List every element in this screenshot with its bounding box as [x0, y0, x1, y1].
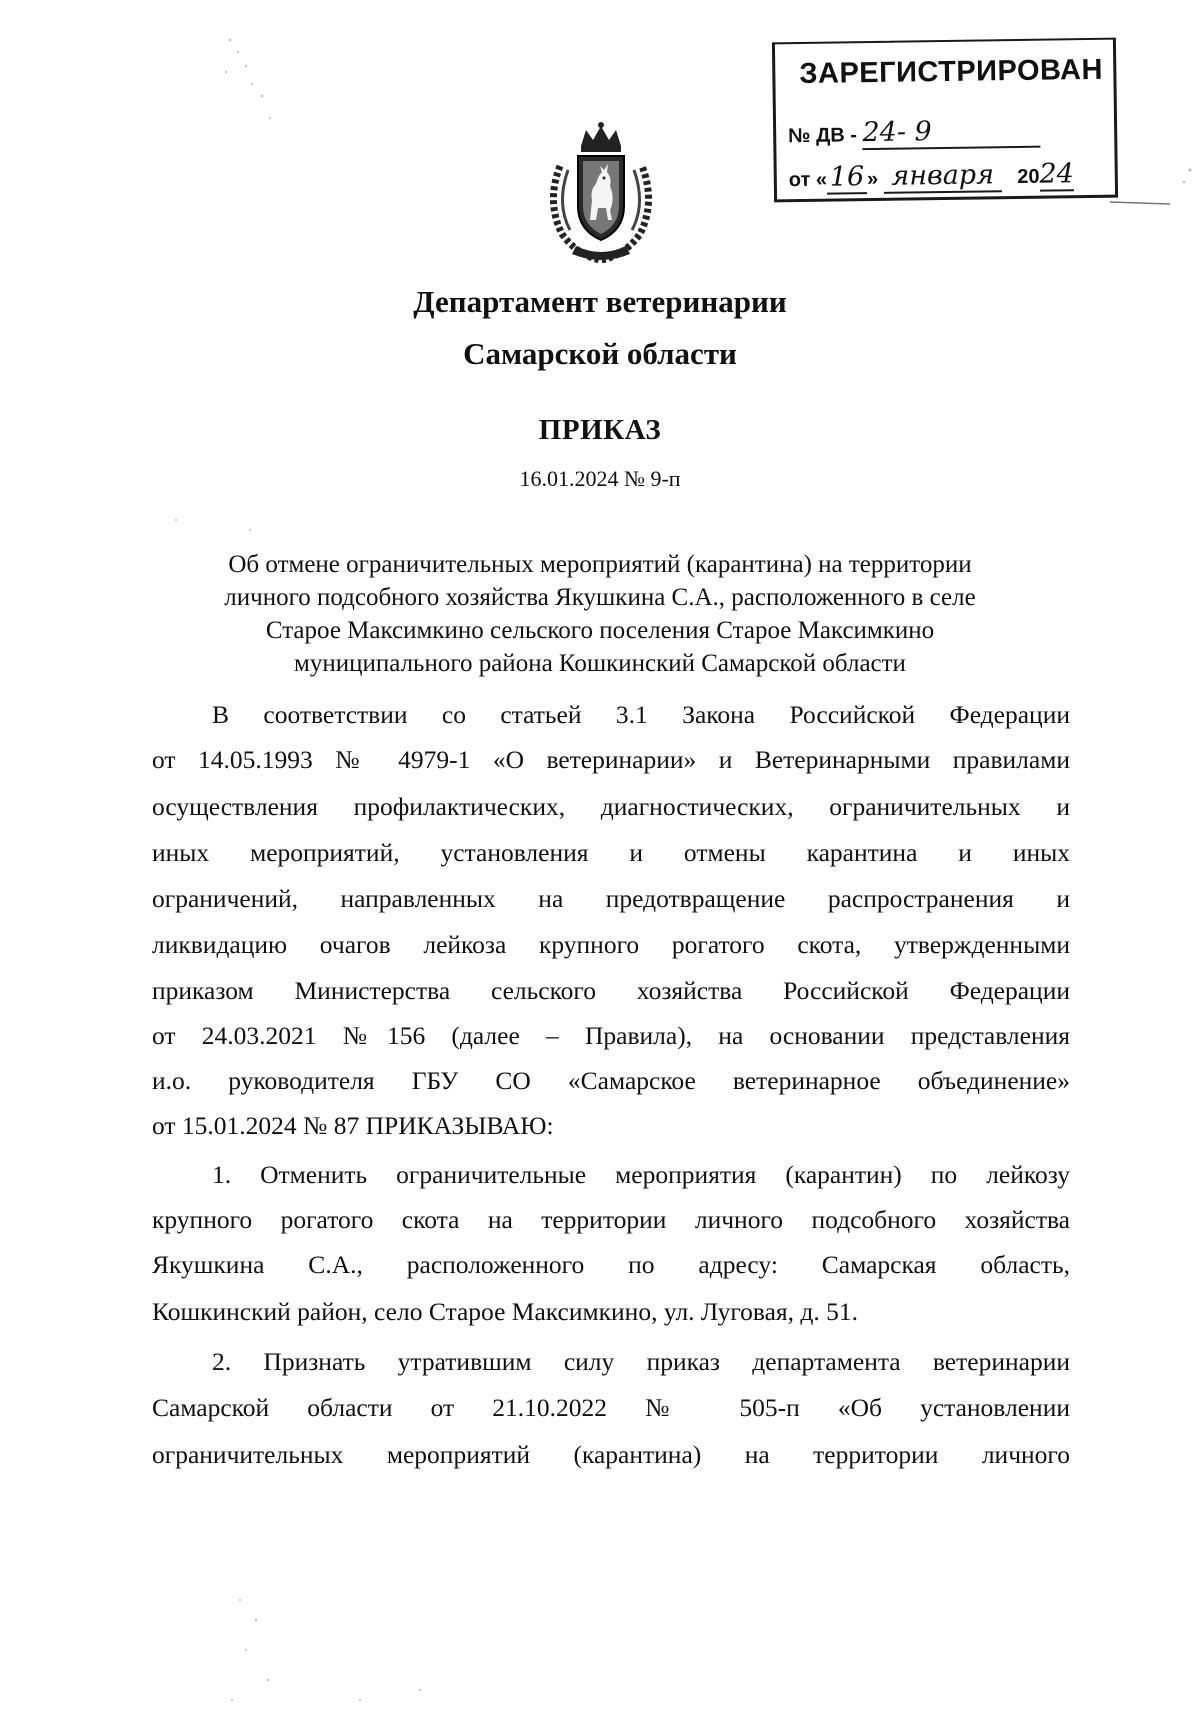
body-line: Якушкина С.А., расположенного по адресу: Самарская область,: [152, 1250, 1070, 1279]
stamp-date-line: [789, 158, 1074, 195]
subject-line: муниципального района Кошкинский Самарской области: [294, 650, 906, 677]
subject-line: Об отмене ограничительных мероприятий (карантина) на территории: [228, 551, 972, 578]
body-line: от 14.05.1993 № 4979-1 «О ветеринарии» и Ветеринарными правилами: [152, 745, 1070, 774]
stamp-date-day: 16: [827, 161, 867, 195]
stamp-title: ЗАРЕГИСТРИРОВАН: [799, 53, 1104, 91]
samara-coat-of-arms-icon: [538, 122, 664, 264]
stamp-number-line: [788, 115, 1041, 152]
body-line: ликвидацию очагов лейкоза крупного рогатого скота, утвержденными: [152, 930, 1070, 959]
stamp-date-year-suffix: 24: [1039, 158, 1075, 190]
subject-line: личного подсобного хозяйства Якушкина С.А., расположенного в селе: [224, 584, 976, 611]
body-line: иных мероприятий, установления и отмены карантина и иных: [152, 838, 1070, 867]
body-line: осуществления профилактических, диагностических, ограничительных и: [152, 792, 1070, 821]
body-line: ограничительных мероприятий (карантина) на территории личного: [152, 1440, 1070, 1469]
stamp-date-month: января: [883, 159, 1001, 194]
body-line: Кошкинский район, село Старое Максимкино, ул. Луговая, д. 51.: [152, 1297, 859, 1326]
stamp-date-prefix: от «: [788, 168, 828, 192]
order-title: ПРИКАЗ: [538, 414, 662, 446]
body-line: В соответствии со статьей 3.1 Закона Российской Федерации: [212, 700, 1070, 729]
stamp-number-prefix: № ДВ -: [788, 124, 858, 148]
body-line: приказом Министерства сельского хозяйства Российской Федерации: [152, 976, 1070, 1005]
body-line: от 15.01.2024 № 87 ПРИКАЗЫВАЮ:: [152, 1111, 554, 1140]
body-line: от 24.03.2021 №156 (далее – Правила), на основании представления: [152, 1021, 1070, 1050]
body-line: ограничений, направленных на предотвращение распространения и: [152, 884, 1070, 913]
order-date-number: 16.01.2024 № 9-п: [519, 466, 681, 491]
body-line: и.о. руководителя ГБУ СО «Самарское ветеринарное объединение»: [152, 1066, 1070, 1095]
department-name-line2: Самарской области: [463, 336, 737, 371]
stamp-date-year-prefix: 20: [1017, 165, 1040, 188]
registration-stamp: [772, 38, 1118, 203]
body-line: Самарской области от 21.10.2022 № 505-п «Об установлении: [152, 1393, 1070, 1422]
subject-line: Старое Максимкино сельского поселения Старое Максимкино: [265, 617, 935, 644]
stamp-number-value: 24- 9: [862, 115, 1040, 150]
body-line: 2. Признать утратившим силу приказ департамента ветеринарии: [212, 1347, 1070, 1376]
body-line: 1. Отменить ограничительные мероприятия (карантин) по лейкозу: [212, 1160, 1070, 1189]
department-name-line1: Департамент ветеринарии: [413, 284, 787, 319]
order-subject: [0, 548, 1200, 680]
body-line: крупного рогатого скота на территории личного подсобного хозяйства: [152, 1205, 1070, 1234]
stamp-date-sep: »: [866, 167, 879, 191]
